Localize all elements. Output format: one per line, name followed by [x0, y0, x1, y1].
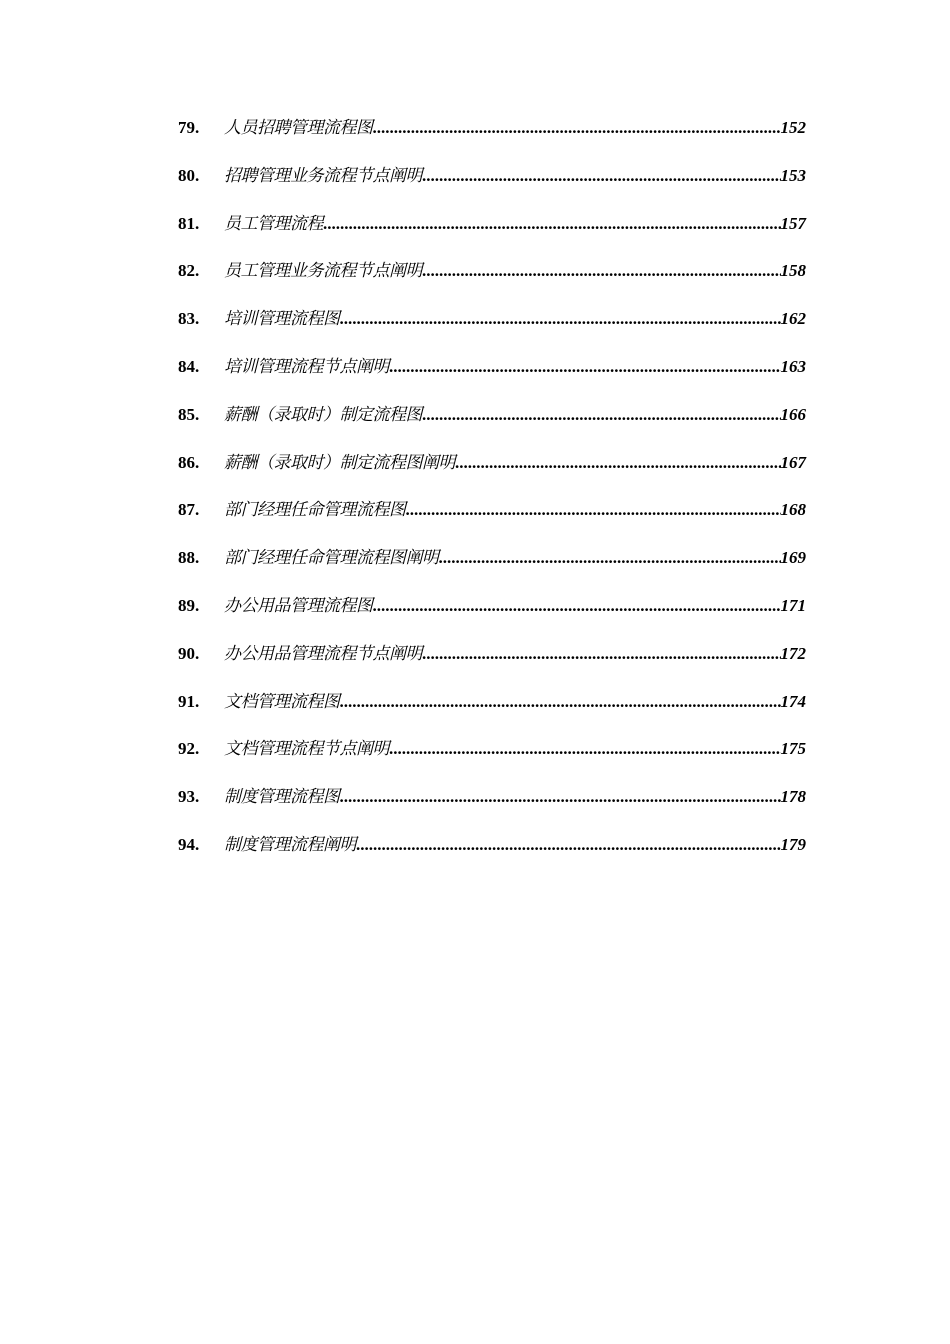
toc-dot-leader — [422, 160, 781, 192]
toc-entry-title[interactable]: 培训管理流程图 — [224, 309, 340, 330]
toc-entry-title[interactable]: 部门经理任命管理流程图 — [224, 500, 406, 521]
toc-dot-leader — [389, 733, 781, 765]
table-of-contents — [178, 112, 806, 877]
toc-entry[interactable] — [178, 255, 806, 303]
toc-entry-title[interactable]: 员工管理业务流程节点阐明 — [224, 261, 422, 282]
toc-dot-leader — [422, 255, 781, 287]
toc-entry-page-number[interactable]: 172 — [780, 643, 806, 663]
toc-entry-title[interactable]: 办公用品管理流程图 — [224, 595, 373, 616]
toc-entry-title[interactable]: 制度管理流程阐明 — [224, 834, 356, 855]
toc-entry-number: 87. — [178, 500, 200, 520]
toc-entry[interactable] — [178, 303, 806, 351]
toc-entry-number: 80. — [178, 165, 200, 185]
toc-entry[interactable] — [178, 829, 806, 877]
toc-entry-number: 85. — [178, 404, 200, 424]
toc-entry-number: 88. — [178, 548, 200, 568]
toc-entry-page-number[interactable]: 153 — [780, 165, 806, 185]
toc-entry[interactable] — [178, 638, 806, 686]
toc-dot-leader — [439, 542, 781, 574]
toc-entry-title[interactable]: 部门经理任命管理流程图阐明 — [224, 548, 439, 569]
toc-entry-page-number[interactable]: 167 — [780, 452, 806, 472]
toc-entry-page-number[interactable]: 168 — [780, 500, 806, 520]
toc-entry-number: 92. — [178, 739, 200, 759]
toc-entry-title[interactable]: 制度管理流程图 — [224, 787, 340, 808]
toc-entry-number: 91. — [178, 691, 200, 711]
toc-dot-leader — [340, 781, 781, 813]
toc-dot-leader — [406, 494, 781, 526]
toc-entry-title[interactable]: 办公用品管理流程节点阐明 — [224, 643, 422, 664]
toc-entry-page-number[interactable]: 152 — [780, 118, 806, 137]
toc-entry-number: 89. — [178, 595, 200, 615]
toc-entry-title[interactable]: 员工管理流程 — [224, 213, 323, 234]
toc-entry-number: 86. — [178, 452, 200, 472]
toc-dot-leader — [323, 208, 781, 240]
toc-entry-title[interactable]: 薪酬（录取时）制定流程图 — [224, 404, 422, 425]
toc-entry-page-number[interactable]: 163 — [780, 356, 806, 376]
toc-entry[interactable] — [178, 781, 806, 829]
toc-entry[interactable] — [178, 590, 806, 638]
toc-dot-leader — [356, 829, 781, 861]
toc-entry-page-number[interactable]: 162 — [780, 309, 806, 329]
toc-entry-title[interactable]: 薪酬（录取时）制定流程图阐明 — [224, 452, 455, 473]
toc-entry-page-number[interactable]: 171 — [780, 595, 806, 615]
toc-dot-leader — [455, 447, 781, 479]
toc-entry[interactable] — [178, 733, 806, 781]
toc-entry-page-number[interactable]: 166 — [780, 404, 806, 424]
toc-entry-page-number[interactable]: 169 — [780, 548, 806, 568]
toc-entry[interactable] — [178, 447, 806, 495]
toc-entry-page-number[interactable]: 175 — [780, 739, 806, 759]
toc-dot-leader — [422, 399, 781, 431]
toc-entry[interactable] — [178, 494, 806, 542]
toc-entry-number: 94. — [178, 834, 200, 854]
toc-entry[interactable] — [178, 351, 806, 399]
toc-entry-title[interactable]: 招聘管理业务流程节点阐明 — [224, 165, 422, 186]
toc-dot-leader — [340, 686, 781, 718]
toc-entry[interactable] — [178, 542, 806, 590]
toc-entry-number: 79. — [178, 118, 200, 137]
toc-entry-number: 81. — [178, 213, 200, 233]
toc-entry-number: 93. — [178, 787, 200, 807]
toc-dot-leader — [373, 112, 781, 144]
toc-entry-number: 84. — [178, 356, 200, 376]
toc-entry-page-number[interactable]: 158 — [780, 261, 806, 281]
toc-dot-leader — [422, 638, 781, 670]
toc-entry-title[interactable]: 培训管理流程节点阐明 — [224, 356, 389, 377]
toc-entry-number: 83. — [178, 309, 200, 329]
toc-entry-number: 90. — [178, 643, 200, 663]
toc-dot-leader — [373, 590, 781, 622]
toc-entry[interactable] — [178, 160, 806, 208]
toc-dot-leader — [389, 351, 781, 383]
toc-entry-page-number[interactable]: 157 — [780, 213, 806, 233]
toc-entry[interactable] — [178, 208, 806, 256]
toc-entry-number: 82. — [178, 261, 200, 281]
toc-entry-page-number[interactable]: 178 — [780, 787, 806, 807]
toc-entry[interactable] — [178, 112, 806, 160]
toc-dot-leader — [340, 303, 781, 335]
toc-entry-title[interactable]: 人员招聘管理流程图 — [224, 118, 373, 138]
toc-entry-title[interactable]: 文档管理流程图 — [224, 691, 340, 712]
toc-entry[interactable] — [178, 399, 806, 447]
toc-entry-page-number[interactable]: 174 — [780, 691, 806, 711]
toc-entry[interactable] — [178, 686, 806, 734]
toc-entry-title[interactable]: 文档管理流程节点阐明 — [224, 739, 389, 760]
toc-entry-page-number[interactable]: 179 — [780, 834, 806, 854]
